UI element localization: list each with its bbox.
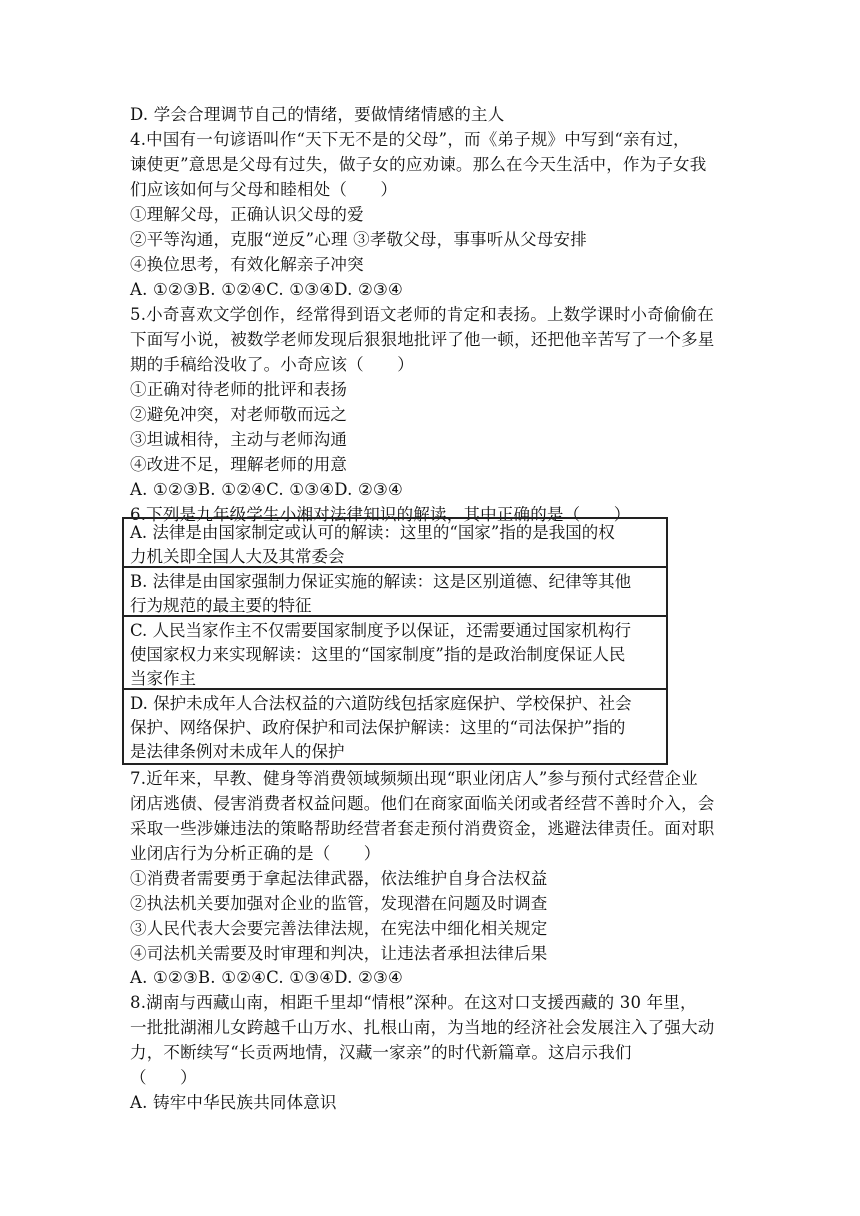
q6-option-b-line: B. 法律是由国家强制力保证实施的解读：这是区别道德、纪律等其他 — [130, 572, 632, 591]
q8-stem-line: 力，不断续写“长贡两地情，汉藏一家亲”的时代新篇章。这启示我们 — [130, 1043, 632, 1062]
q6-option-d-line: 是法律条例对未成年人的保护 — [130, 742, 345, 761]
q8-stem-line: 8.湖南与西藏山南，相距千里却“情根”深种。在这对口支援西藏的 30 年里， — [130, 993, 697, 1012]
q8-stem-line: （ ） — [130, 1068, 197, 1087]
q7-statement: ②执法机关要加强对企业的监管，发现潜在问题及时调查 — [130, 894, 548, 913]
q8-stem-line: 一批批湖湘儿女跨越千山万水、扎根山南，为当地的经济社会发展注入了强大动 — [130, 1018, 715, 1037]
q3-option-d: D. 学会合理调节自己的情绪，要做情绪情感的主人 — [130, 105, 505, 124]
q6-option-c-line: C. 人民当家作主不仅需要国家制度予以保证，还需要通过国家机构行 — [130, 621, 632, 640]
q7-stem-line: 7.近年来，早教、健身等消费领域频频出现“职业闭店人”参与预付式经营企业 — [130, 769, 698, 788]
q6-option-d-line: D. 保护未成年人合法权益的六道防线包括家庭保护、学校保护、社会 — [130, 694, 632, 713]
q6-option-a-line: A. 法律是由国家制定或认可的解读：这里的“国家”指的是我国的权 — [130, 523, 615, 542]
q5-stem-line: 5.小奇喜欢文学创作，经常得到语文老师的肯定和表扬。上数学课时小奇偷偷在 — [130, 305, 714, 324]
q7-statement: ①消费者需要勇于拿起法律武器，依法维护自身合法权益 — [130, 869, 548, 888]
q4-stem-line: 4.中国有一句谚语叫作“天下无不是的父母”，而《弟子规》中写到“亲有过， — [130, 130, 690, 149]
q5-stem-line: 期的手稿给没收了。小奇应该（ ） — [130, 355, 414, 374]
q6-option-c-box — [122, 615, 668, 690]
q4-statement: ②平等沟通，克服“逆反”心理 ③孝敬父母，事事听从父母安排 — [130, 230, 587, 249]
q4-statement: ④换位思考，有效化解亲子冲突 — [130, 255, 364, 274]
q6-option-c-line: 使国家权力来实现解读：这里的“国家制度”指的是政治制度保证人民 — [130, 645, 626, 664]
q4-stem-line: 谏使更”意思是父母有过失，做子女的应劝谏。那么在今天生活中，作为子女我 — [130, 155, 707, 174]
q6-stem: 6.下列是九年级学生小湘对法律知识的解读，其中正确的是（ ） — [130, 505, 631, 524]
q6-option-b-line: 行为规范的最主要的特征 — [130, 596, 312, 615]
q5-stem-line: 下面写小说，被数学老师发现后狠狠地批评了他一顿，还把他辛苦写了一个多星 — [130, 330, 715, 349]
q7-statement: ④司法机关需要及时审理和判决，让违法者承担法律后果 — [130, 944, 548, 963]
q4-stem-line: 们应该如何与父母和睦相处（ ） — [130, 180, 398, 199]
q4-statement: ①理解父母，正确认识父母的爱 — [130, 205, 364, 224]
q7-stem-line: 采取一些涉嫌违法的策略帮助经营者套走预付消费资金，逃避法律责任。面对职 — [130, 819, 715, 838]
q6-option-a-line: 力机关即全国人大及其常委会 — [130, 547, 345, 566]
q5-statement: ②避免冲突，对老师敬而远之 — [130, 405, 348, 424]
q7-statement: ③人民代表大会要完善法律法规，在宪法中细化相关规定 — [130, 919, 548, 938]
q5-statement: ③坦诚相待，主动与老师沟通 — [130, 430, 348, 449]
q7-stem-line: 业闭店行为分析正确的是（ ） — [130, 844, 381, 863]
q6-option-b-box — [122, 566, 668, 617]
q7-choices: A. ①②③B. ①②④C. ①③④D. ②③④ — [130, 968, 403, 987]
q5-statement: ①正确对待老师的批评和表扬 — [130, 380, 348, 399]
q5-choices: A. ①②③B. ①②④C. ①③④D. ②③④ — [130, 480, 403, 499]
q8-option-a: A. 铸牢中华民族共同体意识 — [130, 1093, 337, 1112]
q4-choices: A. ①②③B. ①②④C. ①③④D. ②③④ — [130, 280, 403, 299]
q6-option-d-line: 保护、网络保护、政府保护和司法保护解读：这里的“司法保护”指的 — [130, 718, 626, 737]
q7-stem-line: 闭店逃债、侵害消费者权益问题。他们在商家面临关闭或者经营不善时介入，会 — [130, 794, 715, 813]
q6-option-a-box — [122, 517, 668, 568]
q5-statement: ④改进不足，理解老师的用意 — [130, 455, 348, 474]
q6-option-d-box — [122, 688, 668, 765]
q6-option-c-line: 当家作主 — [130, 669, 196, 688]
